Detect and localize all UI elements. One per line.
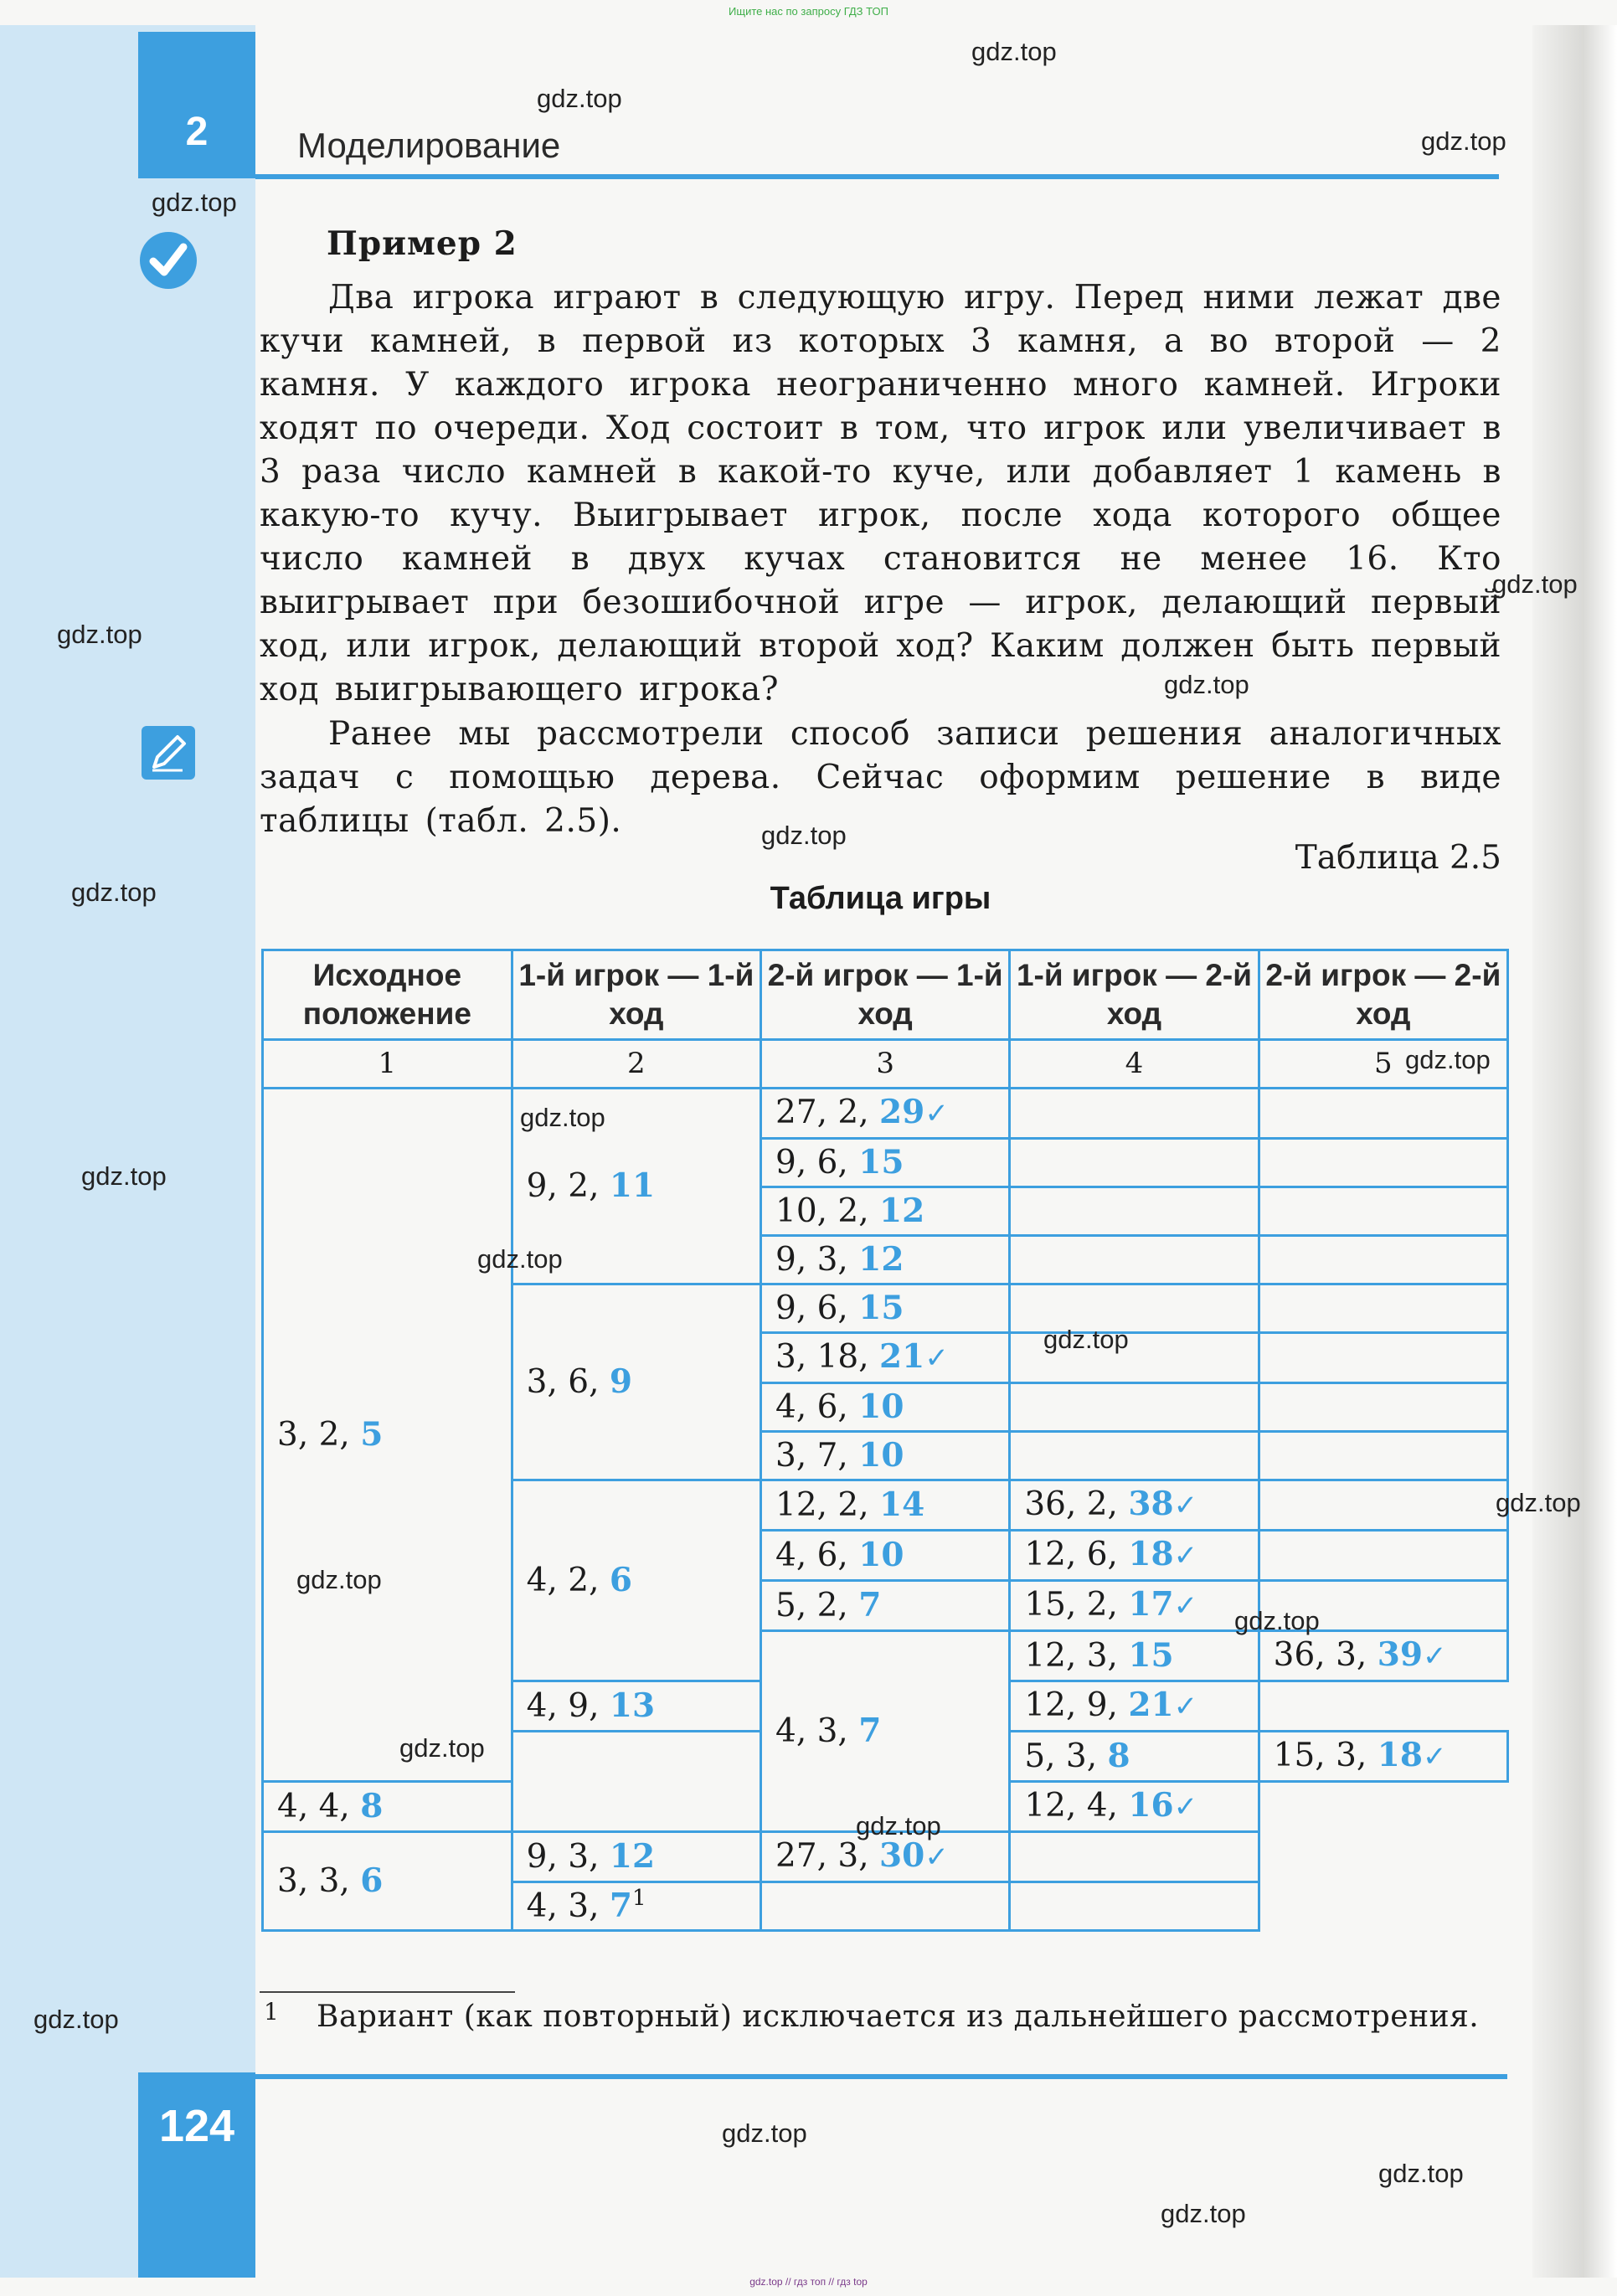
table-header-row — [263, 950, 1508, 1040]
game-table — [261, 949, 1509, 1932]
empty-cell — [1010, 1236, 1259, 1284]
problem-paragraph: Два игрока играют в следующую игру. Перед ними лежат две кучи камней, в первой из которых 3 камня, а во второй — 2 камня. У каждого игрока неограниченно много камней. Игроки ходят по очереди. Ход состоит в том, что игрок или увеличивает в 3 раза число камней в какой-то куче, или добавляет 1 камень в какую-то кучу. Выигрывает игрок, после хода которого общее число камней в двух кучах становится не менее 16. Кто выигрывает при безошибочной игре — игрок, делающий первый ход, или игрок, делающий второй ход? Каким должен быть первый ход выигрывающего игрока? — [260, 279, 1501, 708]
move-cell: 3, 6, 9 — [512, 1284, 760, 1480]
watermark: gdz.top — [1161, 2199, 1246, 2228]
header-p1-move1: 1-й игрок — 1-й ход — [512, 950, 760, 1040]
example-title: Пример 2 — [327, 224, 518, 263]
move-cell: 4, 6, 10 — [761, 1531, 1010, 1581]
move-cell: 12, 4, 16✓ — [1010, 1782, 1259, 1832]
win-check-icon: ✓ — [1422, 1740, 1447, 1773]
left-margin-band — [0, 25, 255, 2278]
empty-cell — [512, 1732, 760, 1832]
empty-cell — [1010, 1383, 1259, 1432]
move-cell: 10, 2, 12 — [761, 1187, 1010, 1236]
col-number: 1 — [263, 1040, 512, 1089]
chapter-tab — [138, 32, 255, 178]
move-cell: 5, 3, 8 — [1010, 1732, 1259, 1782]
pencil-icon — [141, 725, 196, 780]
empty-cell — [1010, 1832, 1259, 1882]
move-cell: 5, 2, 7 — [761, 1581, 1010, 1631]
page-edge-shadow — [1532, 25, 1617, 2278]
empty-cell — [1259, 1089, 1507, 1139]
move-cell: 4, 6, 10 — [761, 1383, 1010, 1432]
col-number: 4 — [1010, 1040, 1259, 1089]
move-cell: 4, 3, 7 — [761, 1631, 1010, 1832]
watermark: gdz.top — [1405, 1045, 1491, 1074]
col-number: 3 — [761, 1040, 1010, 1089]
footnote-ref[interactable]: 1 — [632, 1886, 646, 1911]
watermark: gdz.top — [33, 2005, 119, 2034]
move-cell: 27, 3, 30✓ — [761, 1832, 1010, 1882]
move-cell: 12, 6, 18✓ — [1010, 1531, 1259, 1581]
footer-rule — [255, 2074, 1507, 2079]
watermark: gdz.top — [57, 620, 142, 649]
watermark: gdz.top — [1234, 1606, 1320, 1635]
move-cell: 15, 2, 17✓ — [1010, 1581, 1259, 1631]
header-initial: Исходное положение — [263, 950, 512, 1040]
move-cell: 12, 2, 14 — [761, 1480, 1010, 1531]
watermark: gdz.top — [856, 1811, 941, 1840]
win-check-icon: ✓ — [924, 1341, 949, 1375]
move-cell: 9, 3, 12 — [512, 1832, 760, 1882]
move-cell: 9, 2, 11 — [512, 1089, 760, 1284]
move-cell: 15, 3, 18✓ — [1259, 1732, 1507, 1782]
col-number: 5 — [1259, 1040, 1507, 1089]
move-cell: 3, 7, 10 — [761, 1432, 1010, 1480]
move-cell: 12, 9, 21✓ — [1010, 1681, 1259, 1732]
checkmark-icon — [138, 230, 198, 291]
move-cell: 4, 4, 8 — [263, 1782, 512, 1832]
watermark: gdz.top — [1496, 1488, 1581, 1517]
empty-cell — [1259, 1480, 1507, 1531]
empty-cell — [1259, 1531, 1507, 1581]
empty-cell — [1259, 1432, 1507, 1480]
empty-cell — [1259, 1187, 1507, 1236]
win-check-icon: ✓ — [924, 1840, 949, 1874]
watermark: gdz.top — [520, 1103, 605, 1132]
watermark: gdz.top — [537, 84, 622, 113]
win-check-icon: ✓ — [924, 1097, 949, 1130]
empty-cell — [1259, 1383, 1507, 1432]
footnote-rule — [260, 1991, 515, 1993]
header-p1-move2: 1-й игрок — 2-й ход — [1010, 950, 1259, 1040]
empty-cell — [1259, 1333, 1507, 1383]
empty-cell — [1010, 1139, 1259, 1187]
move-cell: 4, 2, 6 — [512, 1480, 760, 1681]
chapter-number: 2 — [185, 110, 209, 154]
problem-text — [260, 276, 1501, 712]
empty-cell — [1010, 1432, 1259, 1480]
move-cell: 36, 2, 38✓ — [1010, 1480, 1259, 1531]
watermark: gdz.top — [1043, 1325, 1129, 1354]
move-cell: 12, 3, 15 — [1010, 1631, 1259, 1681]
table-number: Таблица 2.5 — [1295, 839, 1501, 877]
watermark: gdz.top — [722, 2118, 807, 2148]
chapter-title: Моделирование — [297, 126, 561, 165]
empty-cell — [1010, 1089, 1259, 1139]
watermark: gdz.top — [1378, 2159, 1464, 2188]
win-check-icon: ✓ — [1173, 1589, 1198, 1623]
move-cell: 9, 6, 15 — [761, 1139, 1010, 1187]
watermark: gdz.top — [1421, 126, 1506, 156]
move-cell: 9, 3, 12 — [761, 1236, 1010, 1284]
move-cell: 4, 9, 13 — [512, 1681, 760, 1732]
empty-cell — [1259, 1139, 1507, 1187]
watermark: gdz.top — [296, 1565, 382, 1594]
empty-cell — [1259, 1284, 1507, 1333]
column-number-row — [263, 1040, 1508, 1089]
watermark: gdz.top — [152, 188, 237, 217]
watermark: gdz.top — [761, 821, 847, 850]
move-cell: 9, 6, 15 — [761, 1284, 1010, 1333]
col-number: 2 — [512, 1040, 760, 1089]
table-caption: Таблица игры — [770, 881, 991, 916]
empty-cell — [1010, 1882, 1259, 1931]
win-check-icon: ✓ — [1173, 1489, 1198, 1522]
footnote-mark: 1 — [264, 1998, 279, 2026]
watermark: gdz.top — [477, 1244, 563, 1274]
win-check-icon: ✓ — [1173, 1690, 1198, 1723]
move-cell: 36, 3, 39✓ — [1259, 1631, 1507, 1681]
header-p2-move2: 2-й игрок — 2-й ход — [1259, 950, 1507, 1040]
initial-cell: 3, 2, 5 — [263, 1089, 512, 1782]
watermark: gdz.top — [971, 37, 1057, 66]
watermark: gdz.top — [1164, 670, 1249, 699]
move-cell: 3, 3, 6 — [263, 1832, 512, 1931]
watermark: gdz.top — [1492, 569, 1578, 599]
empty-cell — [1259, 1236, 1507, 1284]
move-cell: 3, 18, 21✓ — [761, 1333, 1010, 1383]
top-note: Ищите нас по запросу ГДЗ ТОП — [729, 5, 888, 18]
empty-cell — [761, 1882, 1010, 1931]
win-check-icon: ✓ — [1173, 1790, 1198, 1824]
header-rule — [255, 174, 1499, 179]
watermark: gdz.top — [71, 878, 157, 907]
empty-cell — [1010, 1187, 1259, 1236]
win-check-icon: ✓ — [1422, 1640, 1447, 1673]
move-cell: 27, 2, 29✓ — [761, 1089, 1010, 1139]
solution-paragraph: Ранее мы рассмотрели способ записи решения аналогичных задач с помощью дерева. Сейчас оформим решение в виде таблицы (табл. 2.5). — [260, 715, 1501, 840]
solution-intro — [260, 713, 1501, 843]
table-row — [263, 1089, 1508, 1139]
header-p2-move1: 2-й игрок — 1-й ход — [761, 950, 1010, 1040]
page-number: 124 — [158, 2101, 235, 2151]
move-cell: 4, 3, 7$^1$ — [512, 1882, 760, 1931]
bottom-note: gdz.top // гдз топ // гдз top — [749, 2276, 868, 2288]
footnote-text: Вариант (как повторный) исключается из дальнейшего рассмотрения. — [317, 2000, 1480, 2034]
watermark: gdz.top — [81, 1161, 167, 1191]
watermark: gdz.top — [399, 1733, 485, 1763]
win-check-icon: ✓ — [1173, 1539, 1198, 1573]
